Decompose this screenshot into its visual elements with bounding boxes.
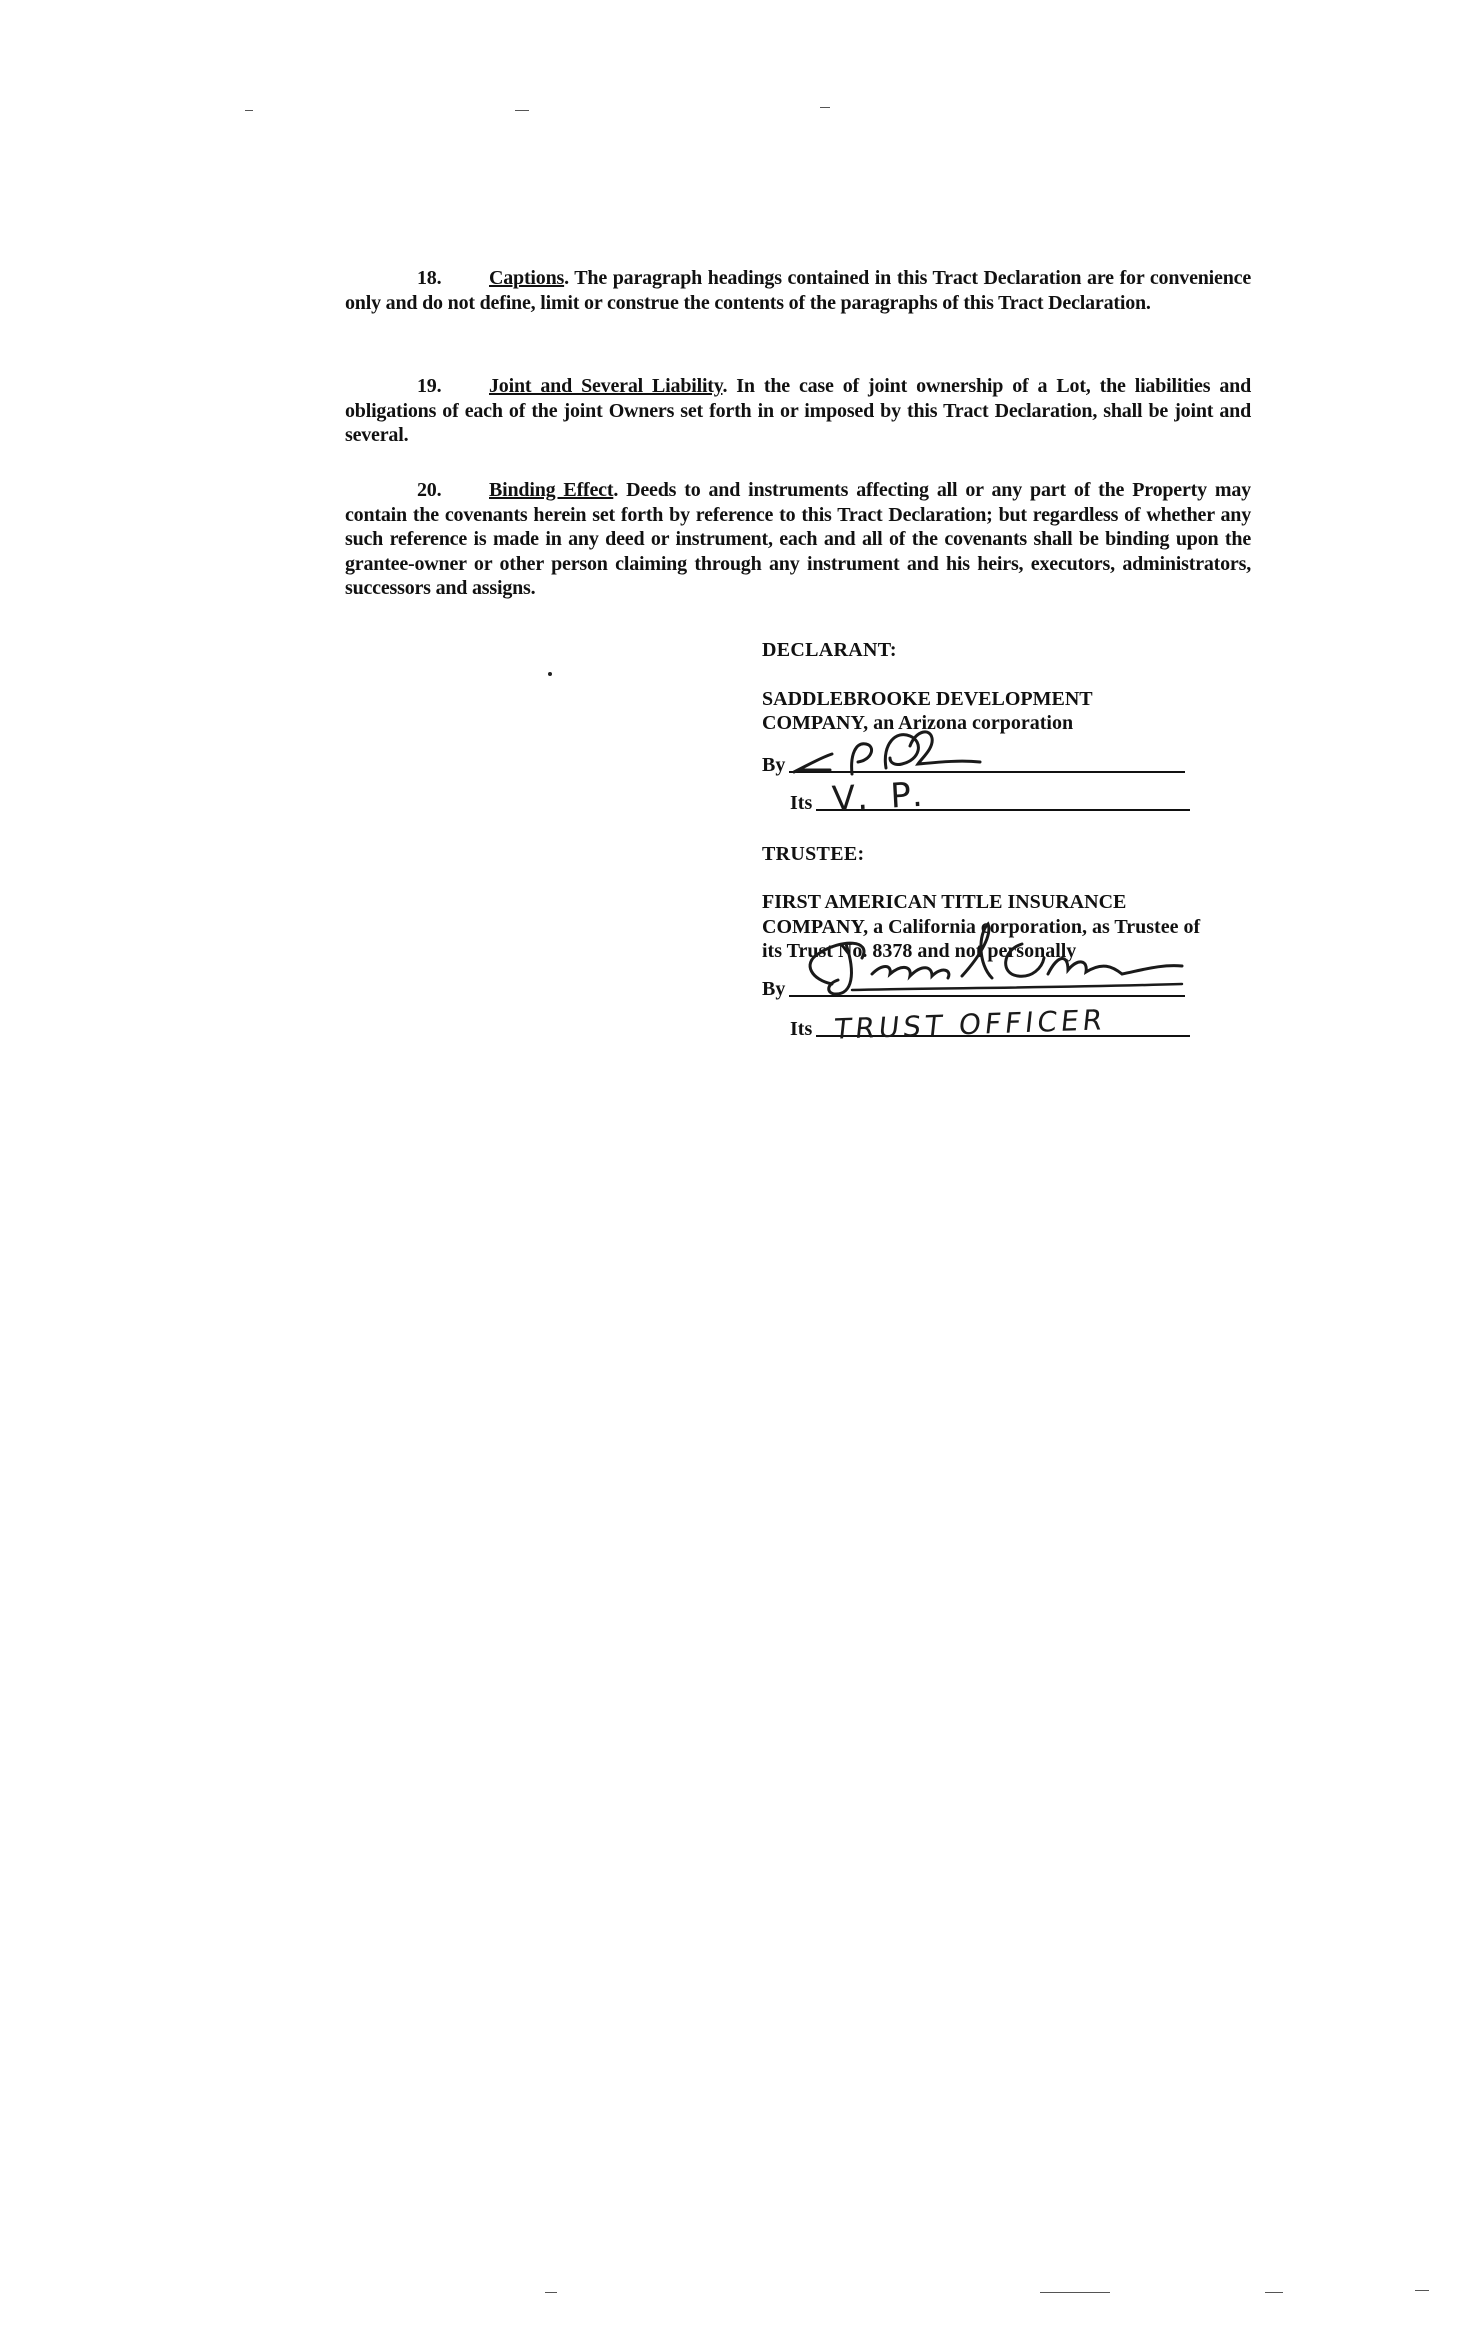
trustee-company-line: COMPANY, a California corporation, as Trustee of <box>762 915 1201 938</box>
trustee-its-row <box>762 1003 1282 1046</box>
scan-speck <box>1415 2290 1429 2291</box>
scan-speck <box>245 110 253 111</box>
paragraph-heading: Joint and Several Liability <box>489 375 723 397</box>
paragraph-text: . In the case of joint ownership of a Lot, the liabilities and obligations of each of the joint Owners set forth in or imposed by this Tract Declaration, shall be joint and several. <box>345 375 1251 446</box>
trustee-by-row <box>762 966 1282 1002</box>
paragraph-20 <box>345 478 1251 601</box>
by-label: By <box>762 754 786 776</box>
paragraph-18 <box>345 266 1251 315</box>
paragraph-number: 18. <box>417 267 442 289</box>
trustee-label: TRUSTEE: <box>762 842 865 865</box>
by-label: By <box>762 978 786 1000</box>
its-label: Its <box>790 1018 813 1040</box>
trustee-company-line: its Trust No. 8378 and not personally <box>762 940 1077 962</box>
trustee-company-line: FIRST AMERICAN TITLE INSURANCE <box>762 891 1127 913</box>
paragraph-heading: Captions <box>489 267 565 289</box>
paragraph-number: 20. <box>417 479 442 501</box>
declarant-signature <box>790 724 990 784</box>
paragraph-text: . The paragraph headings contained in this Tract Declaration are for convenience only and do not define, limit or construe the contents of the paragraphs of this Tract Declaration. <box>345 267 1251 314</box>
scan-speck <box>548 672 552 676</box>
declarant-its-handwritten: V. P. <box>831 774 930 820</box>
paragraph-heading: Binding Effect <box>489 479 614 501</box>
its-label: Its <box>790 792 813 814</box>
declarant-company-line: SADDLEBROOKE DEVELOPMENT <box>762 687 1093 710</box>
scan-speck <box>515 110 529 111</box>
paragraph-text: . Deeds to and instruments affecting all or any part of the Property may contain the covenants herein set forth by reference to this Tract Declaration; but regardless of whether any such reference is made in any deed or instrument, each and all of the covenants shall be binding upon the grantee-owner or other person claiming through any instrument and his heirs, executors, administrators, successors and assigns. <box>345 479 1251 599</box>
scan-speck <box>1265 2292 1283 2293</box>
paragraph-19 <box>345 374 1251 448</box>
declarant-company-line: COMPANY, an Arizona corporation <box>762 712 1074 734</box>
trustee-its-handwritten: TRUST OFFICER <box>832 1003 1108 1046</box>
declarant-label: DECLARANT: <box>762 639 897 661</box>
trustee-signature <box>792 914 1212 1004</box>
declarant-by-row <box>762 742 1282 778</box>
scan-speck <box>1040 2292 1110 2293</box>
paragraph-number: 19. <box>417 375 442 397</box>
scan-speck <box>820 107 830 108</box>
declarant-its-row <box>762 774 1282 820</box>
declarant-block <box>762 638 1282 1046</box>
scan-speck <box>545 2292 557 2293</box>
